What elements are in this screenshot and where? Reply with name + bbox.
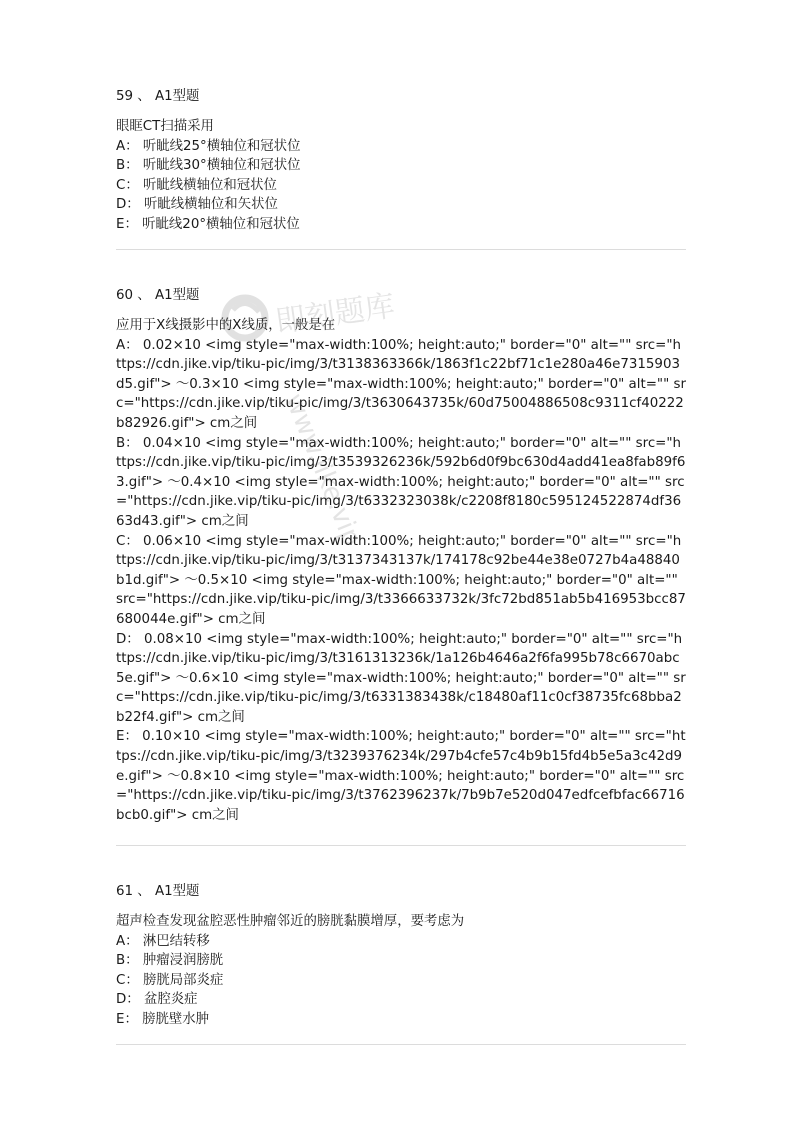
option-text: 0.10×10 <img style="max-width:100%; height:auto;" border="0" alt="" src="https://cdn.jike.vip/tiku-pic/img/3/t3239376234k/297b4cfe57c4b9b15fd4b5e5a3c42d9e.gif"> ～0.8×10 <img style="max-width:100%; height:auto;" border="0" alt="" src="https://cdn.jike.vip/tiku-pic/img/3/t3762396237k/7b9b7e520d047edfcefbfac66716bcb0.gif"> cm之间 <box>116 729 686 823</box>
question-61 <box>116 882 686 1030</box>
option-letter: C： <box>116 177 139 193</box>
option-text: 膀胱局部炎症 <box>143 972 224 988</box>
question-header: 59 、 A1型题 <box>116 89 200 104</box>
option-text: 膀胱壁水肿 <box>142 1011 210 1027</box>
question-60 <box>116 286 686 825</box>
option-d <box>116 195 686 215</box>
option-letter: B： <box>116 953 139 969</box>
option-text: 盆腔炎症 <box>143 992 198 1008</box>
option-a <box>116 932 686 952</box>
question-divider <box>116 1044 686 1045</box>
option-letter: B： <box>116 158 139 174</box>
watermark-main-text: 即刻题库 <box>273 288 397 340</box>
option-text: 听眦线30°横轴位和冠状位 <box>142 158 301 174</box>
option-text: 0.02×10 <img style="max-width:100%; height:auto;" border="0" alt="" src="https://cdn.jike.vip/tiku-pic/img/3/t3138363366k/1863f1c22bf71c1e280a46e7315903d5.gif"> ～0.3×10 <img style="max-width:100%; height:auto;" border="0" alt="" src="https://cdn.jike.vip/tiku-pic/img/3/t3630643735k/60d75004886508c9311cf40222b82926.gif"> cm之间 <box>116 337 686 431</box>
option-text: 听眦线横轴位和矢状位 <box>143 197 278 213</box>
option-letter: E： <box>116 216 138 232</box>
option-letter: B： <box>116 435 139 451</box>
option-text: 肿瘤浸润膀胱 <box>142 953 224 969</box>
option-text: 0.04×10 <img style="max-width:100%; height:auto;" border="0" alt="" src="https://cdn.jike.vip/tiku-pic/img/3/t3539326236k/592b6d0f9bc630d4add41ea8fab89f63.gif"> ～0.4×10 <img style="max-width:100%; height:auto;" border="0" alt="" src="https://cdn.jike.vip/tiku-pic/img/3/t6332323038k/c2208f8180c595124522874df3663d43.gif"> cm之间 <box>116 435 686 529</box>
option-letter: E： <box>116 1011 138 1027</box>
option-letter: C： <box>116 533 139 549</box>
question-stem: 超声检查发现盆腔恶性肿瘤邻近的膀胱黏膜增厚，要考虑为 <box>116 914 465 929</box>
option-letter: D： <box>116 992 140 1008</box>
option-c <box>116 176 686 196</box>
question-header: 61 、 A1型题 <box>116 884 200 899</box>
option-c <box>116 971 686 991</box>
option-c <box>116 532 686 630</box>
option-text: 0.06×10 <img style="max-width:100%; height:auto;" border="0" alt="" src="https://cdn.jike.vip/tiku-pic/img/3/t3137343137k/174178c92be44e38e0727b4a48840b1d.gif"> ～0.5×10 <img style="max-width:100%; height:auto;" border="0" alt="" src="https://cdn.jike.vip/tiku-pic/img/3/t3366633732k/3fc72bd851ab5b416953bcc87680044e.gif"> cm之间 <box>116 533 686 627</box>
question-stem: 眼眶CT扫描采用 <box>116 119 214 134</box>
option-letter: C： <box>116 972 139 988</box>
question-stem: 应用于X线摄影中的X线质，一般是在 <box>116 318 336 333</box>
question-59 <box>116 87 686 235</box>
option-e <box>116 215 686 235</box>
option-text: 听眦线横轴位和冠状位 <box>143 177 277 193</box>
option-b <box>116 156 686 176</box>
option-letter: A： <box>116 138 139 154</box>
watermark-url-text: www.jike.vip <box>278 389 367 551</box>
option-text: 淋巴结转移 <box>142 933 210 949</box>
option-b <box>116 951 686 971</box>
option-a <box>116 137 686 157</box>
option-e <box>116 1010 686 1030</box>
question-divider <box>116 249 686 250</box>
option-letter: D： <box>116 631 140 647</box>
option-e <box>116 727 686 825</box>
option-b <box>116 434 686 532</box>
option-letter: A： <box>116 933 139 949</box>
question-divider <box>116 845 686 846</box>
option-text: 听眦线20°横轴位和冠状位 <box>142 216 300 232</box>
question-header: 60 、 A1型题 <box>116 288 200 303</box>
option-letter: D： <box>116 197 140 213</box>
option-d <box>116 630 686 728</box>
option-letter: E： <box>116 729 138 745</box>
option-text: 听眦线25°横轴位和冠状位 <box>142 138 301 154</box>
option-letter: A： <box>116 337 139 353</box>
option-d <box>116 990 686 1010</box>
option-a <box>116 336 686 434</box>
option-text: 0.08×10 <img style="max-width:100%; height:auto;" border="0" alt="" src="https://cdn.jike.vip/tiku-pic/img/3/t3161313236k/1a126b4646a2f6fa995b78c6670abc5e.gif"> ～0.6×10 <img style="max-width:100%; height:auto;" border="0" alt="" src="https://cdn.jike.vip/tiku-pic/img/3/t6331383438k/c18480af11c0cf38735fc68bba2b22f4.gif"> cm之间 <box>116 631 686 725</box>
